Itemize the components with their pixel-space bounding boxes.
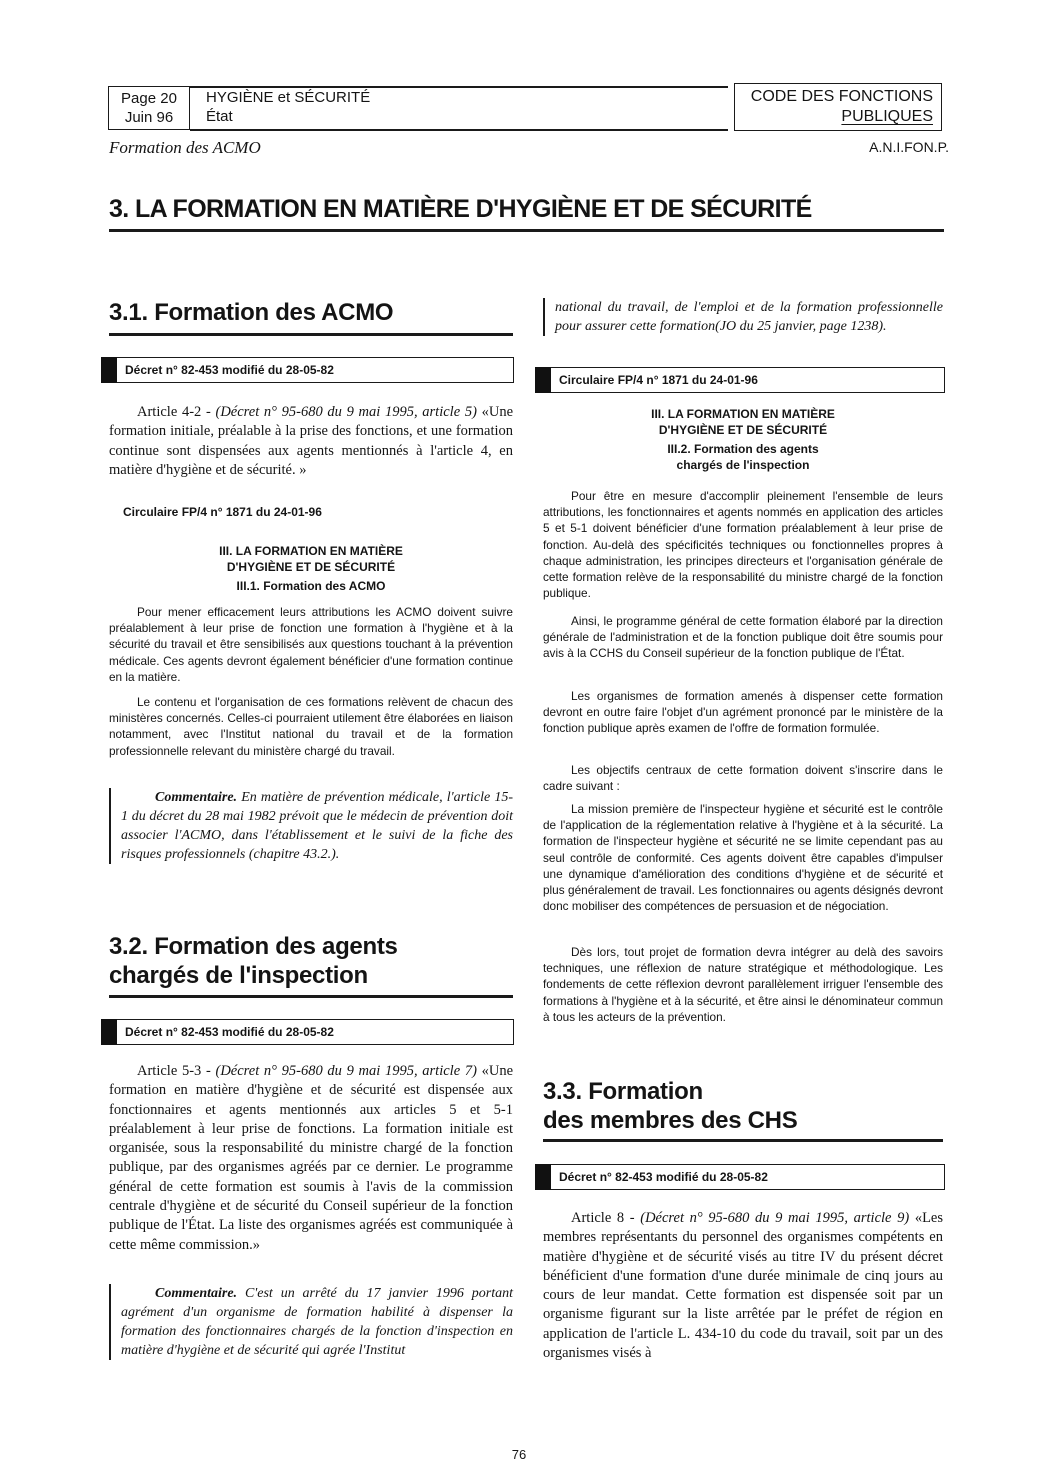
article-label: Article 5-3 -: [137, 1063, 211, 1079]
paragraph-text: Pour mener efficacement leurs attributions les ACMO doivent suivre préalablement à leur prise de fonction une formation à l'hygiène et à la sécurité du travail et être sensibilisés aux questions touchant à la prévention médicale. Ces agents devront également bénéficier d'une formation continue en la matière.: [109, 605, 513, 684]
commentary-text: En matière de prévention médicale, l'article 15-1 du décret du 28 mai 1982 prévoit que le médecin de prévention doit associer l'ACMO, dans l'établissement et le suivi de la fiche des risques professionnels (chapitre 43.2.).: [121, 790, 513, 862]
paragraph-text: Pour être en mesure d'accomplir pleinement l'ensemble de leurs attributions, les fonctionnaires et agents nommés en application des articles 5 et 5-1 doivent bénéficier d'une formation préalablement à leur prise de fonction. Au-delà des spécificités techniques ou fonctionnelles propres à chaque administration, les principes directeurs et l'organisation générale de cette formation relève de la responsabilité du ministre chargé de la fonction publique.: [543, 489, 943, 601]
article-4-2: [109, 403, 513, 480]
article-5-3: [109, 1062, 513, 1255]
commentary: [121, 788, 513, 864]
commentary-continued: national du travail, de l'emploi et de la formation professionnelle pour assurer cette formation(JO du 25 janvier, page 1238).: [555, 300, 943, 334]
code-line-1: CODE DES FONCTIONS: [750, 88, 933, 105]
ref-marker: [535, 367, 551, 393]
heading-line-1: III. LA FORMATION EN MATIÈRE: [219, 544, 403, 558]
article-text: «Une formation en matière d'hygiène et de sécurité est dispensée aux fonctionnaires et agents mentionnés aux articles 5 et 5-1 préalablement à leur prise de fonctions. La formation initiale est organisée, sous la responsabilité du ministre chargé de la fonction publique, par des organismes agréés par ce dernier. Le programme général de cette formation est soumis à l'avis de la commission centrale d'hygiène et de sécurité du Conseil supérieur de la fonction publique de l'État. La liste des organismes agréés est communiquée à cette même commission.»: [109, 1063, 514, 1253]
subheading: III.1. Formation des ACMO: [236, 579, 386, 593]
article-source: (Décret n° 95-680 du 9 mai 1995, article 9): [640, 1210, 910, 1226]
circular-heading: [109, 543, 513, 594]
title-line-2: chargés de l'inspection: [109, 962, 368, 989]
paragraph: [543, 488, 943, 601]
paragraph-text: Les organismes de formation amenés à dispenser cette formation devront en outre faire l'objet d'un agrément prononcé par le ministère de la fonction publique après examen de l'offre de formation formulée.: [543, 689, 943, 736]
section-3-2-title: [109, 932, 398, 990]
ref-marker: [535, 1164, 551, 1190]
title-line-1: 3.2. Formation des agents: [109, 933, 398, 960]
decree-ref-bar: [101, 357, 514, 383]
ref-marker: [101, 1019, 117, 1045]
paragraph: [543, 762, 943, 794]
section-3-3-rule: [543, 1139, 943, 1142]
ref-marker: [101, 357, 117, 383]
decree-ref: Décret n° 82-453 modifié du 28-05-82: [125, 1025, 334, 1039]
circular-ref-bar: [535, 367, 945, 393]
date-label: Juin 96: [124, 109, 174, 126]
code-title-box: [734, 83, 942, 131]
section-3-1-rule: [109, 333, 513, 336]
commentary: [121, 1284, 513, 1360]
decree-ref: Décret n° 82-453 modifié du 28-05-82: [125, 363, 334, 377]
commentary-label: Commentaire.: [155, 790, 238, 805]
paragraph: [543, 801, 943, 914]
paragraph: [109, 694, 513, 759]
circular-heading: [543, 406, 943, 473]
article-text: «Les membres représentants du personnel des organismes compétents en matière d'hygiène et de sécurité visés au titre IV du présent décret bénéficient d'une formation d'une durée minimale de cinq jours au cours de leur mandat. Cette formation est dispensée soit par un organisme figurant sur la liste arrêtée par le préfet de région en application de l'article L. 434-10 du code du travail, soit par un des organismes visés à: [543, 1210, 944, 1362]
subheading-line-2: chargés de l'inspection: [676, 458, 810, 472]
circular-ref: Circulaire FP/4 n° 1871 du 24-01-96: [123, 505, 322, 519]
paragraph: [543, 613, 943, 662]
commentary-continued-block: [543, 298, 943, 336]
publisher: A.N.I.FON.P.: [869, 139, 949, 155]
commentary-block: [109, 1284, 513, 1360]
article-text: «Une formation initiale, préalable à la prise des fonctions, et une formation continue sont dispensées aux agents mentionnés à l'article 4, en matière d'hygiène et de sécurité. »: [109, 404, 514, 478]
article-source: (Décret n° 95-680 du 9 mai 1995, article 5): [215, 404, 477, 420]
commentary-text: C'est un arrêté du 17 janvier 1996 portant agrément d'un organisme de formation habilité à dispenser la formation des fonctionnaires chargés de la fonction d'inspection en matière d'hygiène et de sécurité qui agrée l'Institut: [121, 1286, 514, 1358]
chapter-rule: [109, 229, 944, 232]
article-label: Article 4-2 -: [137, 404, 211, 420]
subheading-line-1: III.2. Formation des agents: [667, 442, 819, 456]
section-3-2-rule: [109, 995, 513, 998]
article-8: [543, 1209, 943, 1363]
paragraph-text: La mission première de l'inspecteur hygiène et sécurité est le contrôle de l'application de la réglementation relative à l'hygiène et à la sécurité. La formation de l'inspecteur hygiène et sécurité ne se limite cependant pas au seul contrôle de conformité. Ces agents doivent être capables d'impulser une dynamique d'amélioration des conditions d'hygiène et de sécurité et plus généralement de travail. Les fonctionnaires ou agents désignés devront donc mobiliser des compétences de persuasion et de négociation.: [543, 802, 943, 914]
paragraph: [543, 688, 943, 737]
decree-ref-bar: [535, 1164, 945, 1190]
paragraph-text: Ainsi, le programme général de cette formation élaboré par la direction générale de l'administration et de la fonction publique doit être soumis pour avis à la CCHS du Conseil supérieur de la fonction publique de l'État.: [543, 614, 943, 661]
commentary-label: Commentaire.: [155, 1286, 238, 1301]
heading-line-1: III. LA FORMATION EN MATIÈRE: [651, 407, 835, 421]
page-label: Page 20: [121, 90, 177, 107]
title-line-1: 3.3. Formation: [543, 1078, 703, 1105]
header-rule-bottom: [190, 129, 728, 131]
decree-ref-bar: [101, 1019, 514, 1045]
header-topic: [206, 88, 370, 126]
article-source: (Décret n° 95-680 du 9 mai 1995, article 7): [215, 1063, 477, 1079]
page-number: 76: [511, 1447, 527, 1462]
commentary-block: [109, 788, 513, 864]
paragraph-text: Dès lors, tout projet de formation devra intégrer au delà des savoirs techniques, une réflexion de nature stratégique et méthodologique. Les fondements de cette réflexion devront parallèlement irriguer l'ensemble des formations à l'hygiène et à la sécurité, et être ainsi le dénominateur commun à tous les acteurs de la prévention.: [543, 945, 943, 1024]
decree-ref: Décret n° 82-453 modifié du 28-05-82: [559, 1170, 768, 1184]
chapter-title: 3. LA FORMATION EN MATIÈRE D'HYGIÈNE ET DE SÉCURITÉ: [109, 195, 812, 223]
code-line-2: PUBLIQUES: [841, 108, 933, 125]
paragraph: [543, 944, 943, 1025]
heading-line-2: D'HYGIÈNE ET DE SÉCURITÉ: [226, 560, 396, 574]
paragraph: [109, 604, 513, 685]
topic-line-2: État: [206, 108, 233, 125]
section-3-3-title: [543, 1077, 797, 1135]
running-title: Formation des ACMO: [109, 138, 261, 157]
heading-line-2: D'HYGIÈNE ET DE SÉCURITÉ: [658, 423, 828, 437]
page-label-box: [108, 86, 190, 130]
topic-line-1: HYGIÈNE et SÉCURITÉ: [206, 89, 371, 106]
article-label: Article 8 -: [571, 1210, 635, 1226]
paragraph-text: Les objectifs centraux de cette formation doivent s'inscrire dans le cadre suivant :: [543, 763, 943, 794]
section-3-1-title: 3.1. Formation des ACMO: [109, 299, 394, 326]
circular-ref: Circulaire FP/4 n° 1871 du 24-01-96: [559, 373, 758, 387]
title-line-2: des membres des CHS: [543, 1107, 798, 1134]
paragraph-text: Le contenu et l'organisation de ces formations relèvent de chacun des ministères concernés. Celles-ci pourraient utilement être élaborées en liaison notamment, avec l'Institut national du travail et de la formation professionnelle relevant du ministère chargé du travail.: [109, 695, 513, 758]
